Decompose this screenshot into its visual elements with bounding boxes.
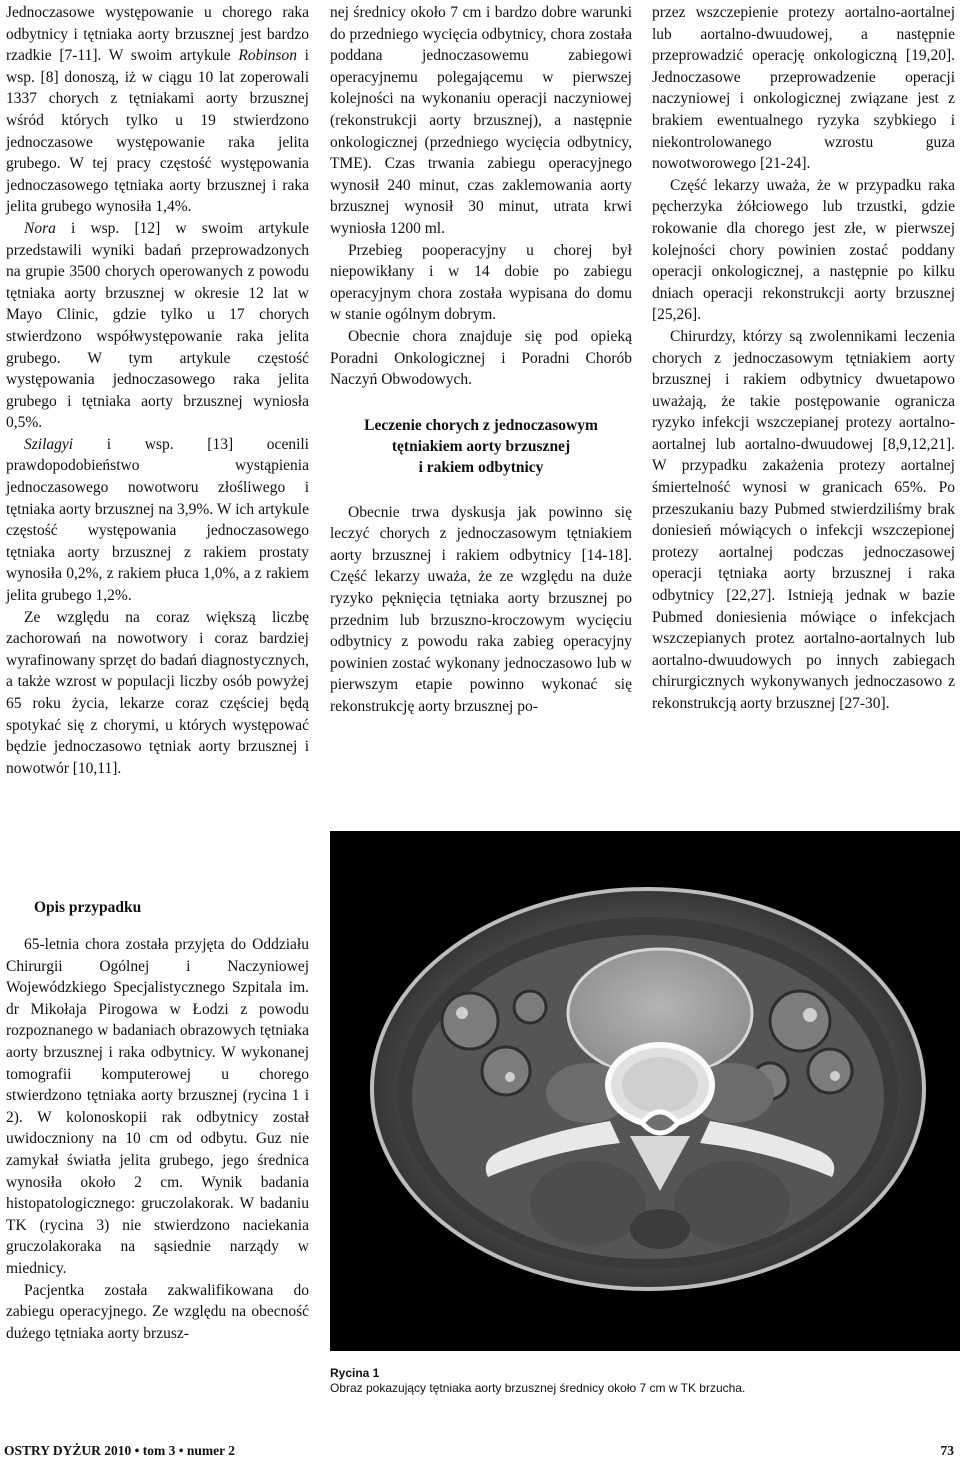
journal-footer: OSTRY DYŻUR 2010 • tom 3 • numer 2	[4, 1443, 235, 1458]
paragraph-9: przez wszczepienie protezy aortalno-aortalnej lub aortalno-dwuudowej, a następnie przeprowadzić operację onkologiczną [19,20]. Jednoczasowe przeprowadzenie operacji naczyniowej i onkologicznej związane jest z brakiem ewentualnego ryzyka szybkiego i niekontrolowanego wzrostu guza nowotworowego [21-24].	[652, 4, 955, 173]
paragraph-10: Część lekarzy uważa, że w przypadku raka pęcherzyka żółciowego lub trzustki, gdzie rokowanie dla chorego jest złe, w pierwszej kolejności chory powinien zostać poddany operacji onkologicznej, a następnie po kilku dniach operacji rekonstrukcji aorty brzusznej [25,26].	[652, 176, 955, 324]
section-heading-treatment: Leczenie chorych z jednoczasowym tętniakiem aorty brzusznej i rakiem odbytnicy	[364, 416, 598, 476]
ct-scan-figure	[330, 831, 960, 1351]
column-2	[330, 2, 632, 718]
paragraph-4: Ze względu na coraz większą liczbę zachorowań na nowotwory i coraz bardziej wyrafinowany sprzęt do badań diagnostycznych, a także wzrost w populacji liczby osób powyżej 65 roku życia, lekarze coraz częściej będą spotykać się z chorymi, u których występować będzie jednoczasowo tętniak aorty brzusznej i nowotwór [10,11].	[6, 608, 309, 777]
column-1	[6, 2, 309, 779]
paragraph-5: nej średnicy około 7 cm i bardzo dobre warunki do przedniego wycięcia odbytnicy, chora została poddana jednoczasowemu zabiegowi operacyjnemu polegającemu w pierwszej kolejności na wykonaniu operacji naczyniowej (rekonstrukcji aorty brzusznej), a następnie onkologicznej (przedniego wycięcia odbytnicy, TME). Czas trwania zabiegu operacyjnego wynosił 240 minut, czas zaklemowania aorty brzusznej wynosił 30 minut, utrata krwi wyniosła 1200 ml.	[330, 4, 632, 237]
figure-caption-text: Obraz pokazujący tętniaka aorty brzusznej średnicy około 7 cm w TK brzucha.	[330, 1381, 746, 1395]
figure-caption	[330, 1366, 950, 1396]
case-paragraph-2: Pacjentka została zakwalifikowana do zabiegu operacyjnego. Ze względu na obecność dużego tętniaka aorty brzusz-	[6, 1281, 309, 1342]
paragraph-7: Obecnie chora znajduje się pod opieką Poradni Onkologicznej i Poradni Chorób Naczyń Obwodowych.	[330, 327, 632, 389]
column-3	[652, 2, 955, 715]
paragraph-11: Chirurdzy, którzy są zwolennikami leczenia chorych z jednoczasowym tętniakiem aorty brzusznej i rakiem odbytnicy dwuetapowo uważają, że takie postępowanie ogranicza ryzyko infekcji wszczepianej protezy aortalno-aortalnej lub aortalno-dwuudowej [8,9,12,21]. W przypadku zakażenia protezy aortalnej śmiertelność wynosi w granicach 65%. Po przeszukaniu bazy Pubmed stwierdziliśmy brak doniesień mówiących o infekcji wszczepionej protezy aortalnej podczas jednoczasowej operacji tętniaka aorty brzusznej i raka odbytnicy [22,27]. Istnieją jednak w bazie Pubmed doniesienia mówiące o infekcjach wszczepianych protez aortalno-aortalnych lub aortalno-dwuudowych po innych zabiegach chirurgicznych wykonywanych jednoczasowo z rekonstrukcją aorty brzusznej [27-30].	[652, 327, 955, 712]
figure-label: Rycina 1	[330, 1366, 380, 1380]
case-paragraph-1: 65-letnia chora została przyjęta do Oddziału Chirurgii Ogólnej i Naczyniowej Wojewódzkiego Specjalistycznego Szpitala im. dr Mikołaja Pirogowa w Łodzi z powodu rozpoznanego w badaniach obrazowych tętniaka aorty brzusznej i raka odbytnicy. W wykonanej tomografii komputerowej u chorego stwierdzono tętniaka aorty brzusznej (rycina 1 i 2). W kolonoskopii rak odbytnicy został uwidoczniony na 10 cm od odbytu. Guz nie zamykał światła jelita grubego, jego średnica wynosiła około 2 cm. Wynik badania histopatologicznego: gruczolakorak. W badaniu TK (rycina 3) nie stwierdzono naciekania gruczolakoraka na sąsiednie narządy w miednicy.	[6, 936, 309, 1277]
page-number: 73	[940, 1443, 954, 1458]
paragraph-2: Nora i wsp. [12] w swoim artykule przedstawili wyniki badań przeprowadzonych na grupie 3500 chorych operowanych z powodu tętniaka aorty brzusznej w okresie 12 lat w Mayo Clinic, gdzie tylko u 17 chorych stwierdzono współwystępowanie raka jelita grubego. W tym artykule częstość występowania jednoczasowego raka jelita grubego i tętniaka aorty brzusznej wyniosła 0,5%.	[6, 219, 309, 432]
paragraph-3: Szilagyi i wsp. [13] ocenili prawdopodobieństwo wystąpienia jednoczasowego nowotworu złośliwego i tętniaka aorty brzusznej na 3,9%. W ich artykule częstość występowania jednoczasowego tętniaka aorty brzusznej z rakiem prostaty wynosiła 0,2%, z rakiem płuca 1,0%, a z rakiem jelita grubego 1,2%.	[6, 435, 309, 605]
case-description	[6, 897, 309, 1344]
section-heading-case: Opis przypadku	[34, 899, 142, 916]
paragraph-1: Jednoczasowe występowanie u chorego raka odbytnicy i tętniaka aorty brzusznej jest bardzo rzadkie [7-11]. W swoim artykule Robinson i wsp. [8] donoszą, iż w ciągu 10 lat zoperowali 1337 chorych z tętniakami aorty brzusznej wśród których tylko u 19 stwierdzono jednoczasowe występowanie raka jelita grubego. W tej pracy częstość występowania jednoczasowego tętniaka aorty brzusznej i raka jelita grubego wynosiła 1,4%.	[6, 4, 309, 216]
paragraph-6: Przebieg pooperacyjny u chorej był niepowikłany i w 14 dobie po zabiegu operacyjnym chora została wypisana do domu w stanie ogólnym dobrym.	[330, 241, 632, 324]
ct-scan-image	[330, 831, 960, 1351]
paragraph-8: Obecnie trwa dyskusja jak powinno się leczyć chorych z jednoczasowym tętniakiem aorty brzusznej i rakiem odbytnicy [14-18]. Część lekarzy uważa, że ze względu na duże ryzyko pęknięcia tętniaka aorty brzusznej po przednim lub brzuszno-kroczowym wycięciu odbytnicy z powodu raka zabieg operacyjny powinien zostać wykonany jednoczasowo lub w pierwszym etapie powinno wykonać się rekonstrukcję aorty brzusznej po-	[330, 503, 632, 716]
